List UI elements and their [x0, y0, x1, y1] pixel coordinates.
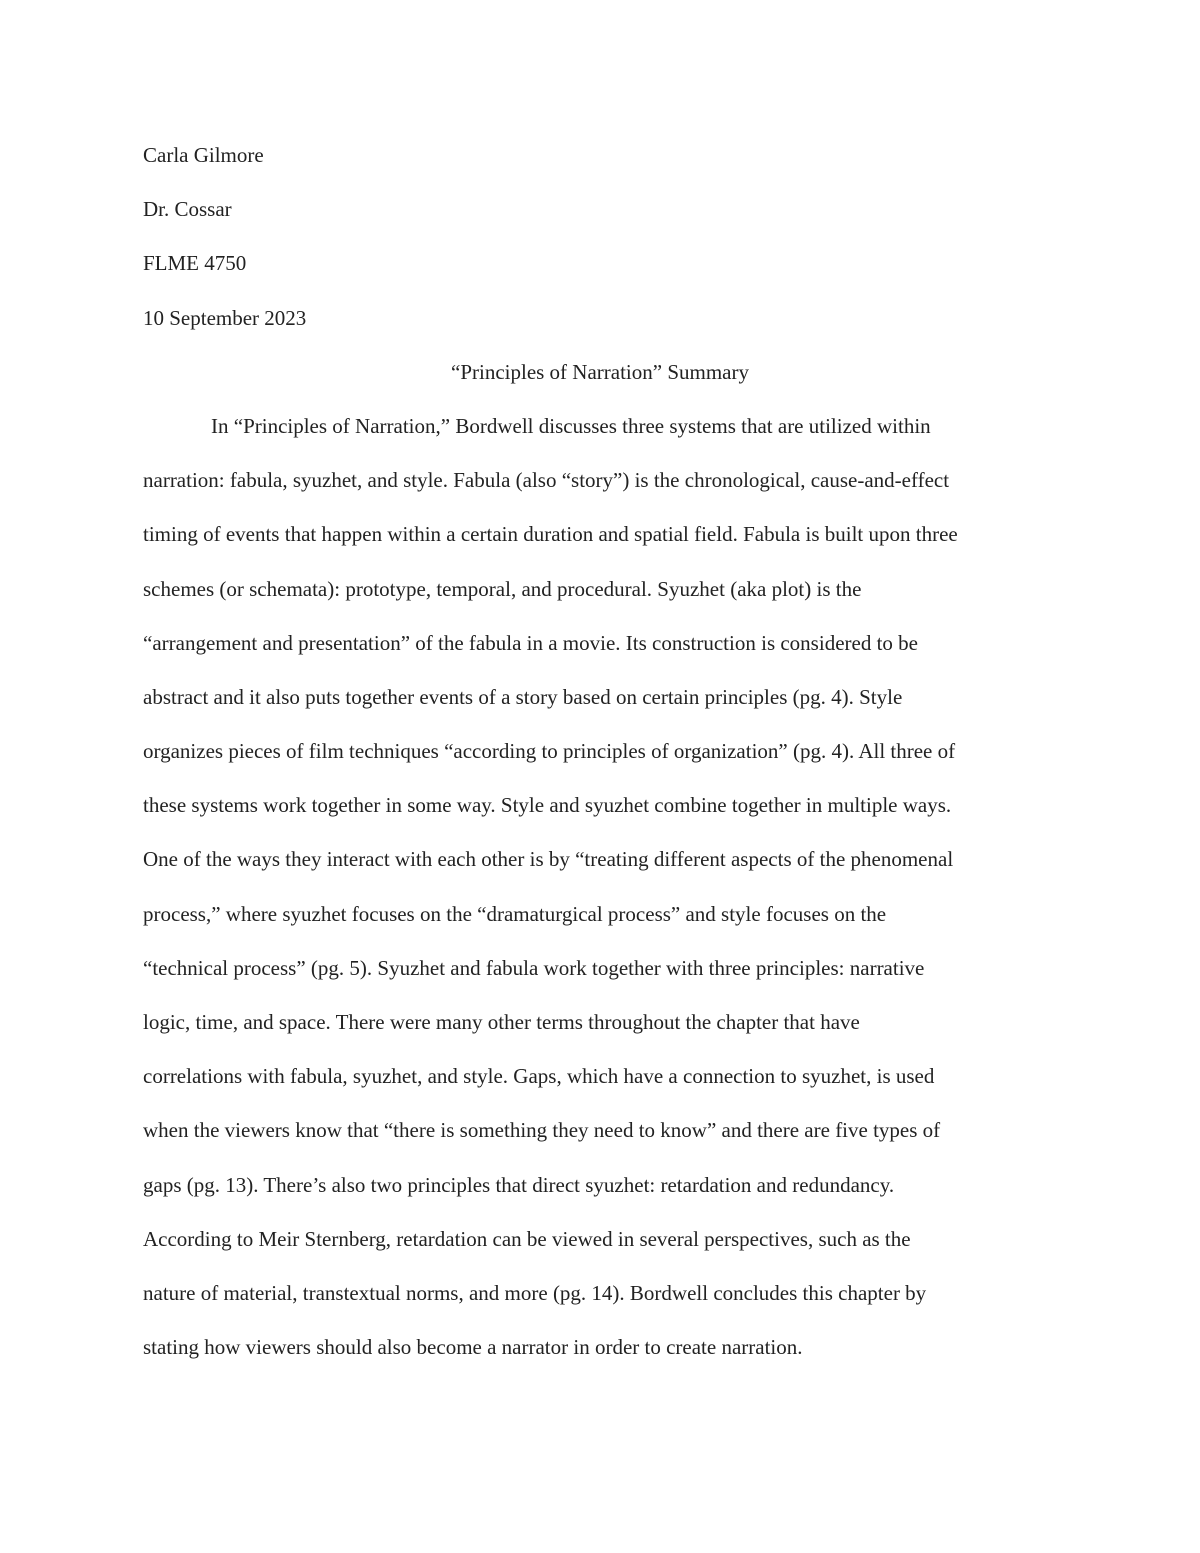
body-line: logic, time, and space. There were many other terms throughout the chapter that have [143, 1010, 860, 1034]
body-line: nature of material, transtextual norms, and more (pg. 14). Bordwell concludes this chapter by [143, 1280, 927, 1305]
body-line: “arrangement and presentation” of the fabula in a movie. Its construction is considered to be [143, 630, 918, 655]
body-line: organizes pieces of film techniques “according to principles of organization” (pg. 4). All three of [143, 739, 956, 764]
body-line: correlations with fabula, syuzhet, and style. Gaps, which have a connection to syuzhet, is used [143, 1064, 935, 1089]
body-line: In “Principles of Narration,” Bordwell discusses three systems that are utilized within [211, 413, 931, 438]
body-line: gaps (pg. 13). There’s also two principles that direct syuzhet: retardation and redundancy. [143, 1172, 895, 1197]
body-line: process,” where syuzhet focuses on the “dramaturgical process” and style focuses on the [143, 901, 887, 926]
course-code: FLME 4750 [143, 251, 247, 276]
body-line: when the viewers know that “there is something they need to know” and there are five types of [143, 1118, 941, 1143]
body-line: timing of events that happen within a certain duration and spatial field. Fabula is built upon three [143, 522, 958, 547]
body-line: According to Meir Sternberg, retardation can be viewed in several perspectives, such as the [143, 1226, 911, 1251]
body-line: stating how viewers should also become a narrator in order to create narration. [143, 1335, 803, 1360]
body-line: narration: fabula, syuzhet, and style. Fabula (also “story”) is the chronological, cause-and-effect [143, 468, 950, 493]
submission-date: 10 September 2023 [143, 305, 307, 330]
body-line: abstract and it also puts together events of a story based on certain principles (pg. 4). Style [143, 684, 903, 709]
body-line: “technical process” (pg. 5). Syuzhet and fabula work together with three principles: narrative [143, 955, 925, 980]
body-line: schemes (or schemata): prototype, temporal, and procedural. Syuzhet (aka plot) is the [143, 576, 862, 601]
document-text [143, 128, 1057, 1374]
author-name: Carla Gilmore [143, 143, 264, 167]
body-paragraph [143, 399, 1057, 1374]
document-title: “Principles of Narration” Summary [451, 359, 749, 384]
body-line: these systems work together in some way. Style and syuzhet combine together in multiple ways. [143, 793, 952, 818]
body-line: One of the ways they interact with each other is by “treating different aspects of the phenomenal [143, 847, 954, 872]
instructor-name: Dr. Cossar [143, 197, 232, 222]
